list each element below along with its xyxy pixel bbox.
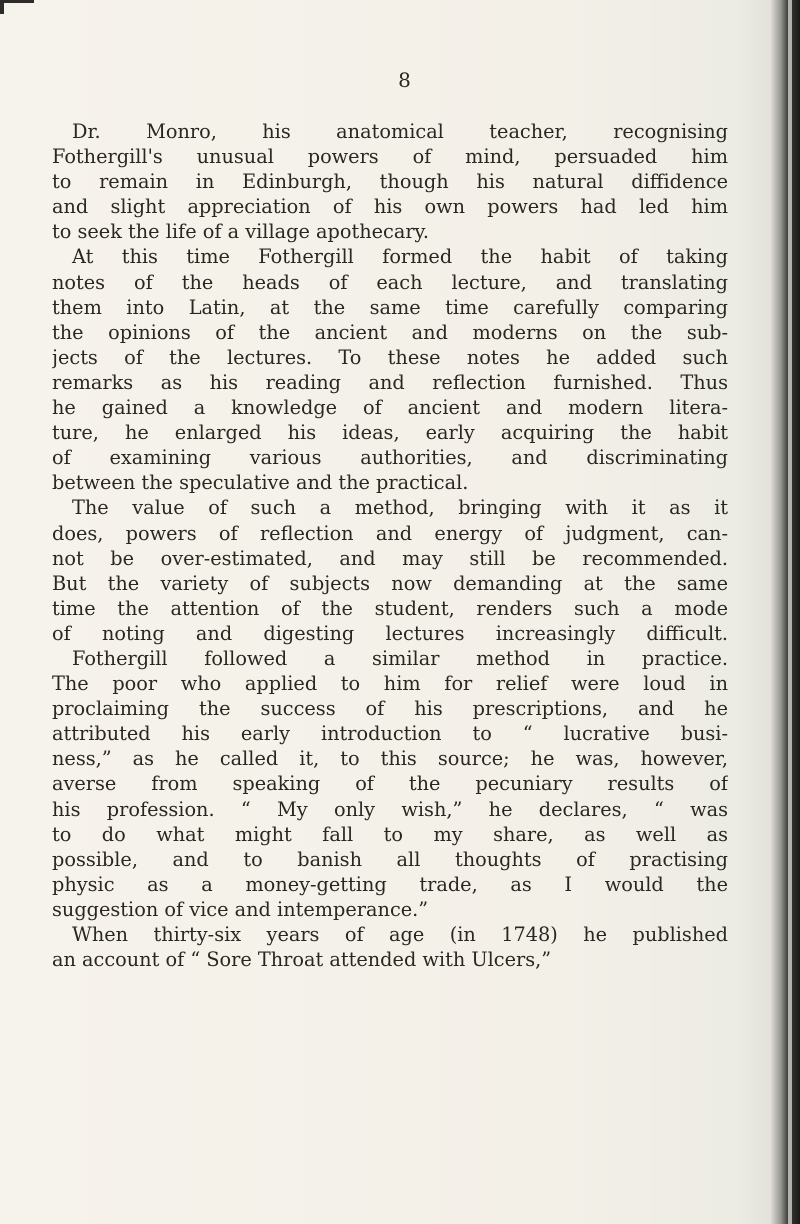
text-line: them into Latin, at the same time carefully comparing — [52, 295, 728, 319]
text-line: time the attention of the student, renders such a mode — [52, 596, 728, 620]
text-line: The poor who applied to him for relief were loud in — [52, 672, 728, 696]
text-line: But the variety of subjects now demanding at the same — [52, 571, 728, 595]
text-line: and slight appreciation of his own powers had led him — [52, 195, 728, 219]
text-line: ness,” as he called it, to this source; he was, however, — [52, 747, 728, 771]
text-line: attributed his early introduction to “ lucrative busi- — [52, 722, 728, 746]
text-line: possible, and to banish all thoughts of practising — [52, 847, 728, 871]
text-line: his profession. “ My only wish,” he declares, “ was — [52, 797, 728, 821]
text-line: The value of such a method, bringing with it as it — [72, 496, 728, 520]
text-line: notes of the heads of each lecture, and translating — [52, 270, 728, 294]
text-line: of noting and digesting lectures increasingly difficult. — [52, 621, 728, 645]
text-line: suggestion of vice and intemperance.” — [52, 897, 429, 921]
body-text — [52, 119, 728, 972]
text-line: Dr. Monro, his anatomical teacher, recognising — [72, 120, 728, 143]
text-line: to do what might fall to my share, as well as — [52, 822, 728, 846]
binding-edge-gap — [788, 0, 792, 1224]
text-line: he gained a knowledge of ancient and modern litera- — [52, 396, 728, 420]
text-line: between the speculative and the practical. — [52, 471, 469, 495]
text-line: When thirty-six years of age (in 1748) he published — [72, 923, 728, 946]
text-line: At this time Fothergill formed the habit of taking — [72, 245, 728, 269]
text-line: does, powers of reflection and energy of judgment, can- — [52, 521, 728, 545]
text-line: an account of “ Sore Throat attended with Ulcers,” — [52, 948, 552, 972]
text-line: remarks as his reading and reflection furnished. Thus — [52, 370, 728, 394]
text-line: to seek the life of a village apothecary. — [52, 220, 429, 244]
text-line: not be over-estimated, and may still be recommended. — [52, 546, 728, 570]
text-line: to remain in Edinburgh, though his natural diffidence — [52, 170, 728, 194]
text-line: physic as a money-getting trade, as I would the — [52, 872, 728, 896]
binding-edge — [770, 0, 800, 1224]
text-line: proclaiming the success of his prescriptions, and he — [52, 697, 728, 721]
corner-mark-vertical — [0, 0, 4, 14]
text-line: Fothergill followed a similar method in practice. — [72, 646, 728, 670]
text-line: ture, he enlarged his ideas, early acquiring the habit — [52, 421, 728, 445]
text-line: Fothergill's unusual powers of mind, persuaded him — [52, 145, 728, 169]
text-line: the opinions of the ancient and moderns on the sub- — [52, 320, 728, 344]
text-line: jects of the lectures. To these notes he added such — [52, 345, 728, 369]
text-line: of examining various authorities, and discriminating — [52, 446, 728, 470]
page-number: 8 — [398, 68, 412, 92]
text-line: averse from speaking of the pecuniary results of — [52, 772, 728, 796]
corner-mark — [0, 0, 34, 3]
